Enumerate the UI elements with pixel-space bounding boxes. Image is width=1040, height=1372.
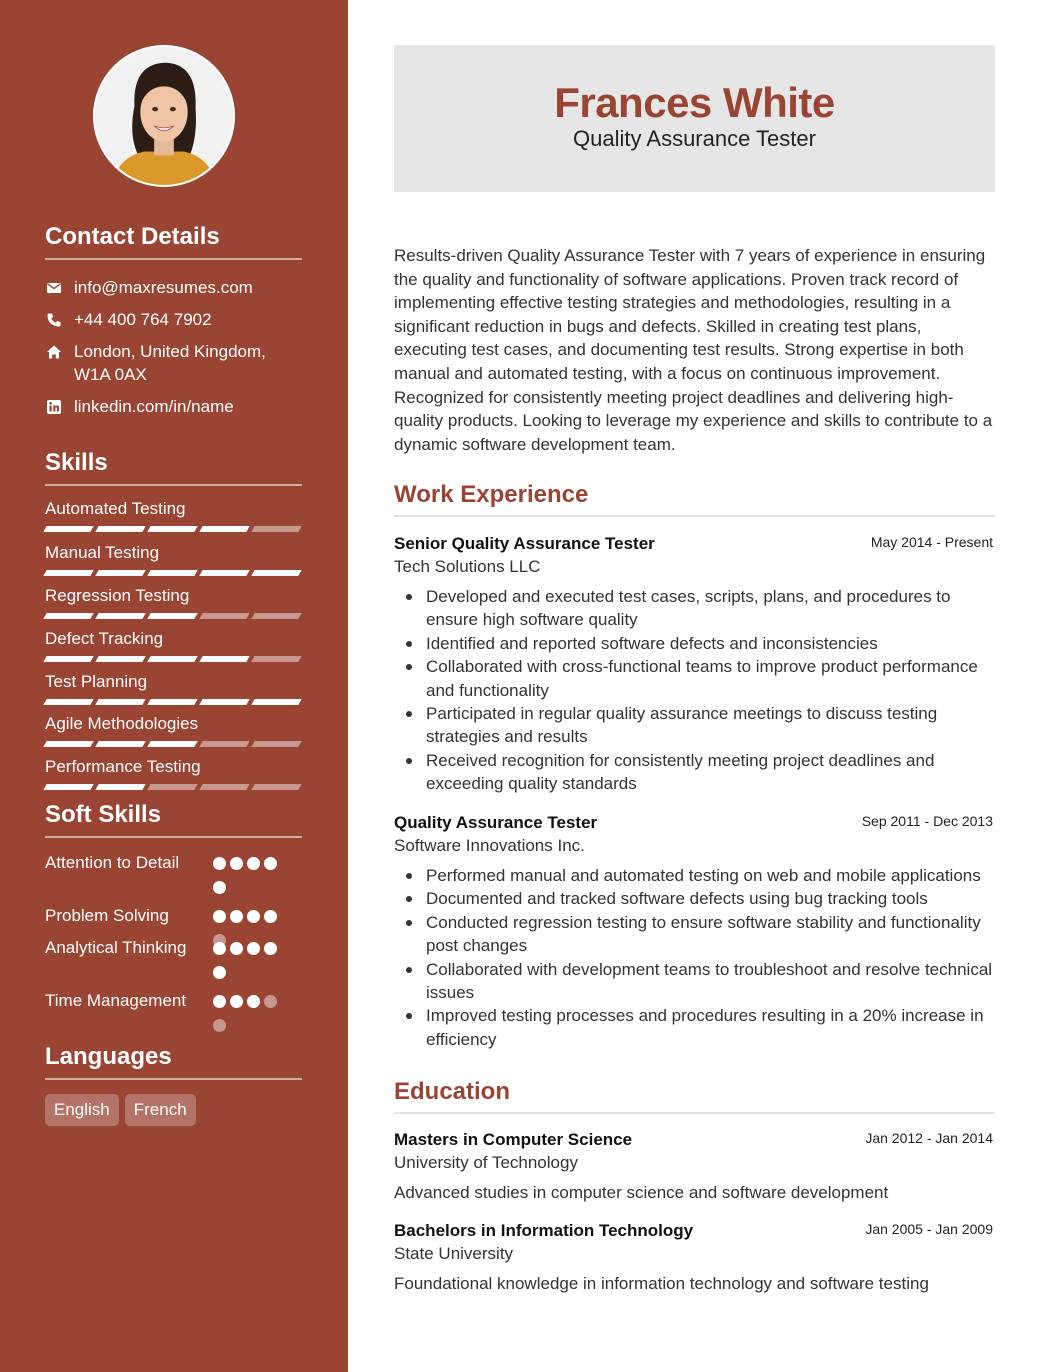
contact-phone[interactable] [45,308,302,331]
candidate-title: Quality Assurance Tester [573,126,816,151]
skill-segment-filled [147,526,197,532]
skill-segment-empty [251,741,301,747]
soft-skill-item [45,936,302,984]
skill-name: Manual Testing [45,543,160,562]
skill-item [45,585,302,619]
rating-dot-filled [213,966,226,979]
skill-segment-filled [43,741,93,747]
skill-segment-empty [251,526,301,532]
linkedin-icon [45,398,63,416]
skill-name: Regression Testing [45,586,190,605]
skill-segment-filled [95,741,145,747]
envelope-icon [45,279,63,297]
contact-email[interactable] [45,276,302,299]
language-pill: French [125,1094,196,1126]
skill-level-bar [45,570,302,576]
rating-dot-filled [264,857,277,870]
linkedin-text[interactable]: linkedin.com/in/name [74,397,234,416]
job-bullet: Performed manual and automated testing on web and mobile applications [394,864,995,887]
skill-level-bar [45,656,302,662]
skill-segment-filled [147,613,197,619]
contact-section [45,222,302,260]
skill-segment-filled [95,656,145,662]
skill-segment-filled [251,570,301,576]
skill-segment-empty [251,613,301,619]
contact-heading: Contact Details [45,223,220,250]
education-school: State University [394,1244,514,1263]
job-bullet: Participated in regular quality assurance meetings to discuss testing strategies and results [394,702,995,749]
education-school: University of Technology [394,1153,578,1172]
skill-segment-filled [43,784,93,790]
contact-divider [45,258,302,260]
contact-linkedin[interactable] [45,395,302,418]
experience-divider [394,515,995,517]
soft-skill-name: Attention to Detail [45,853,180,872]
rating-dot-filled [247,995,260,1008]
skill-segment-filled [43,656,93,662]
phone-icon [45,311,63,329]
skill-item [45,756,302,790]
skill-segment-empty [199,613,249,619]
skill-name: Defect Tracking [45,629,164,648]
email-text[interactable]: info@maxresumes.com [74,278,253,297]
skill-level-bar [45,741,302,747]
skills-heading: Skills [45,449,108,476]
contact-address [45,340,302,386]
skill-segment-filled [199,699,249,705]
skill-segment-empty [251,656,301,662]
skill-segment-filled [251,699,301,705]
soft-skill-name: Time Management [45,991,187,1010]
skill-name: Automated Testing [45,499,186,518]
job-bullet: Identified and reported software defects and inconsistencies [394,632,995,655]
address-line-1: London, United Kingdom, [74,342,266,361]
skill-segment-filled [199,526,249,532]
education-heading: Education [394,1078,511,1105]
soft-skill-name: Analytical Thinking [45,938,187,957]
rating-dot-filled [247,942,260,955]
profile-summary: Results-driven Quality Assurance Tester with 7 years of experience in ensuring the quality and functionality of software applications. Proven track record of implementing effective testing strategies and methodologies, resulting in a significant reduction in bugs and defects. Skilled in creating test plans, executing test cases, and documenting test results. Strong expertise in both manual and automated testing, with a focus on continuous improvement. Recognized for consistently meeting project deadlines and delivering high-quality products. Looking to leverage my experience and skills to contribute to a dynamic software development team. [394,246,993,454]
rating-dot-filled [230,942,243,955]
job-dates: Sep 2011 - Dec 2013 [861,813,993,829]
job-bullet: Collaborated with development teams to troubleshoot and resolve technical issues [394,958,995,1005]
soft-skills-heading: Soft Skills [45,801,162,828]
languages-heading: Languages [45,1043,172,1070]
education-header [394,1219,995,1243]
education-dates: Jan 2005 - Jan 2009 [865,1221,993,1237]
job-bullet: Developed and executed test cases, scripts, plans, and procedures to ensure high software quality [394,585,995,632]
skill-segment-empty [251,784,301,790]
sidebar [0,0,348,1372]
rating-dot-empty [264,995,277,1008]
skill-segment-filled [95,570,145,576]
candidate-name: Frances White [554,79,835,126]
education-header [394,1128,995,1152]
rating-dot-filled [213,881,226,894]
skill-segment-filled [43,699,93,705]
languages-list [45,1094,196,1126]
skill-level-bar [45,526,302,532]
rating-dot-filled [213,995,226,1008]
skill-item [45,542,302,576]
skill-segment-empty [147,784,197,790]
skill-name: Performance Testing [45,757,201,776]
skill-item [45,628,302,662]
skill-segment-filled [95,784,145,790]
skill-segment-filled [147,741,197,747]
job-bullet: Documented and tracked software defects using bug tracking tools [394,887,995,910]
job-header [394,532,995,556]
job-company: Software Innovations Inc. [394,836,585,855]
rating-dot-filled [264,942,277,955]
education-dates: Jan 2012 - Jan 2014 [865,1130,993,1146]
skills-divider [45,484,302,486]
education-description: Foundational knowledge in information technology and software testing [394,1274,929,1293]
rating-dot-filled [230,910,243,923]
soft-skill-name: Problem Solving [45,906,169,925]
experience-heading: Work Experience [394,481,589,508]
job-bullets [394,864,995,1051]
skill-segment-filled [147,699,197,705]
job-dates: May 2014 - Present [870,534,993,550]
education-description: Advanced studies in computer science and software development [394,1183,889,1202]
skill-item [45,671,302,705]
skill-segment-filled [43,570,93,576]
header-banner [394,45,995,192]
job-header [394,811,995,835]
rating-dot-filled [213,910,226,923]
skill-segment-filled [43,526,93,532]
phone-text[interactable]: +44 400 764 7902 [74,310,212,329]
rating-dot-filled [247,910,260,923]
job-company: Tech Solutions LLC [394,557,541,576]
job-role: Senior Quality Assurance Tester [394,534,655,553]
rating-dot-filled [247,857,260,870]
home-icon [45,343,63,361]
skill-level-bar [45,613,302,619]
skill-segment-empty [199,741,249,747]
rating-dot-filled [213,942,226,955]
skill-segment-filled [43,613,93,619]
skill-item [45,713,302,747]
rating-dot-empty [213,1019,226,1032]
rating-dot-filled [213,857,226,870]
job-bullets [394,585,995,796]
education-degree: Masters in Computer Science [394,1130,633,1149]
job-bullet: Conducted regression testing to ensure software stability and functionality post changes [394,911,995,958]
soft-skills-divider [45,836,302,838]
skill-segment-filled [95,526,145,532]
skill-segment-filled [147,656,197,662]
job-bullet: Collaborated with cross-functional teams to improve product performance and functionality [394,655,995,702]
job-bullet: Improved testing processes and procedures resulting in a 20% increase in efficiency [394,1004,995,1051]
skill-name: Agile Methodologies [45,714,199,733]
job-role: Quality Assurance Tester [394,813,598,832]
soft-skill-item [45,989,302,1037]
job-bullet: Received recognition for consistently meeting project deadlines and exceeding quality standards [394,749,995,796]
avatar [93,45,235,187]
skill-item [45,498,302,532]
skill-segment-empty [199,784,249,790]
languages-divider [45,1078,302,1080]
skills-section [45,448,302,486]
education-degree: Bachelors in Information Technology [394,1221,694,1240]
skill-level-bar [45,784,302,790]
soft-skills-section [45,800,302,838]
skill-segment-filled [199,570,249,576]
skill-segment-filled [147,570,197,576]
address-text [74,340,266,386]
skill-name: Test Planning [45,672,148,691]
profile-photo [95,47,233,185]
skill-level-bar [45,699,302,705]
languages-section [45,1042,302,1080]
rating-dot-filled [264,910,277,923]
rating-dot-filled [230,857,243,870]
rating-dot-filled [230,995,243,1008]
skill-segment-filled [199,656,249,662]
skill-segment-filled [95,699,145,705]
soft-skill-item [45,851,302,899]
address-line-2: W1A 0AX [74,365,147,384]
education-divider [394,1112,995,1114]
contact-list [45,276,302,427]
skill-segment-filled [95,613,145,619]
language-pill: English [45,1094,119,1126]
